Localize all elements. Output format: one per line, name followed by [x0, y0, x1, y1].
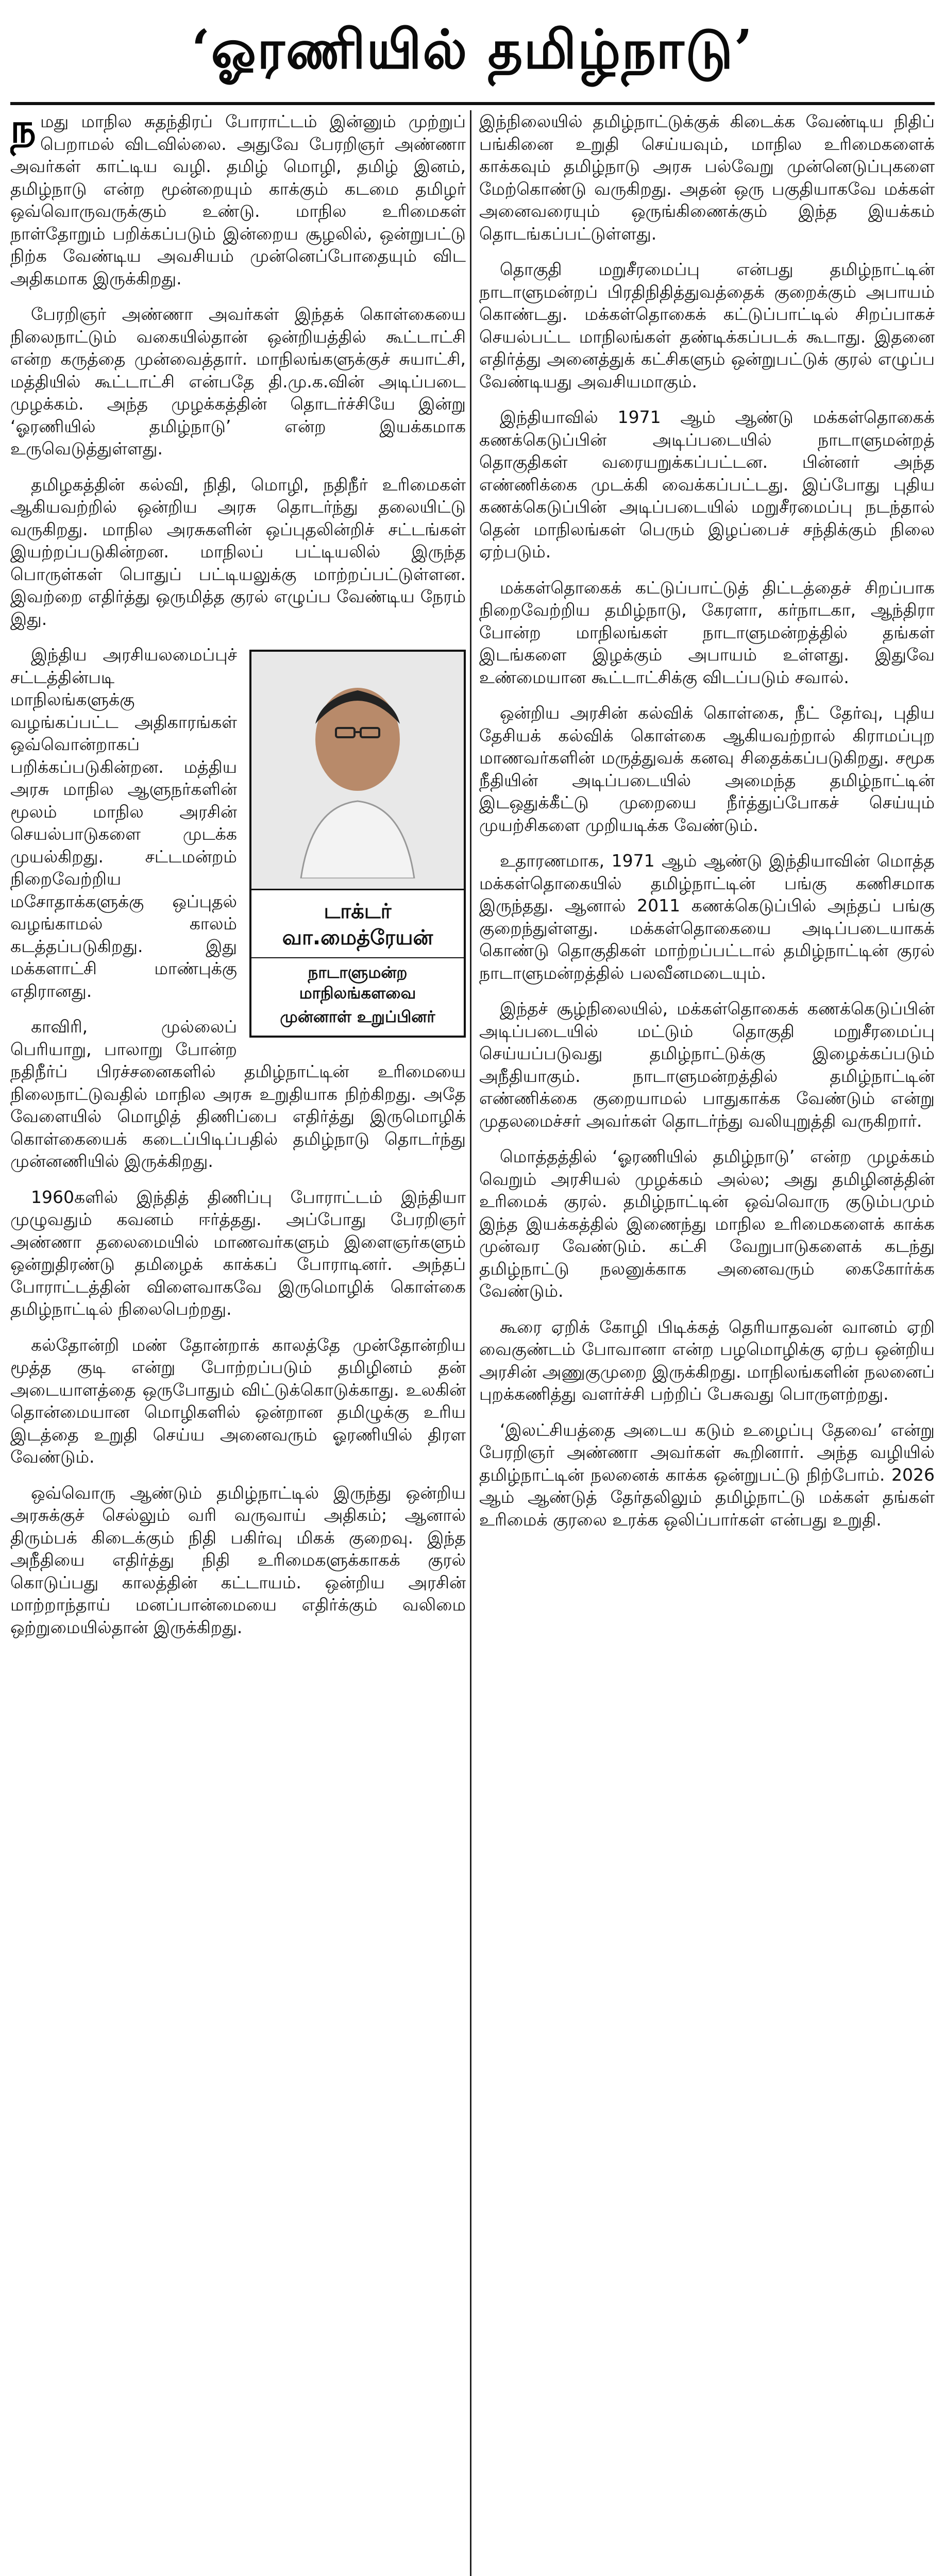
- article-paragraph: காவிரி, முல்லைப் பெரியாறு, பாலாறு போன்ற நதிநீர்ப் பிரச்சனைகளில் தமிழ்நாட்டின் உரிமையை நிலைநாட்டுவதில் மாநில அரசு உறுதியாக நிற்கிறது. அதே வேளையில் மொழித் திணிப்பை எதிர்த்து இருமொழிக் கொள்கையைக் கடைப்பிடிப்பதில் தமிழ்நாடு தொடர்ந்து முன்னணியில் இருக்கிறது.: [10, 1016, 466, 1171]
- article-paragraph: தமிழகத்தின் கல்வி, நிதி, மொழி, நதிநீர் உரிமைகள் ஆகியவற்றில் ஒன்றிய அரசு தொடர்ந்து தலையிட்டு வருகிறது. மாநில அரசுகளின் ஒப்புதலின்றிச் சட்டங்கள் இயற்றப்படுகின்றன. மாநிலப் பட்டியலில் இருந்த பொருள்கள் பொதுப் பட்டியலுக்கு மாற்றப்பட்டுள்ளன. இவற்றை எதிர்த்து ஒருமித்த குரல் எழுப்ப வேண்டிய நேரம் இது.: [10, 474, 466, 629]
- article-paragraph: மக்கள்தொகைக் கட்டுப்பாட்டுத் திட்டத்தைச் சிறப்பாக நிறைவேற்றிய தமிழ்நாடு, கேரளா, கர்நாடகா, ஆந்திரா போன்ற மாநிலங்கள் நாடாளுமன்றத்தில் தங்கள் இடங்களை இழக்கும் அபாயம் உள்ளது. இதுவே உண்மையான கூட்டாட்சிக்கு விடப்படும் சவால்.: [479, 577, 935, 687]
- author-photo: [251, 652, 464, 890]
- article-paragraph: பேரறிஞர் அண்ணா அவர்கள் இந்தக் கொள்கையை நிலைநாட்டும் வகையில்தான் ஒன்றியத்தில் கூட்டாட்சி என்ற கருத்தை முன்வைத்தார். மாநிலங்களுக்குச் சுயாட்சி, மத்தியில் கூட்டாட்சி என்பதே தி.மு.க.வின் அடிப்படை முழக்கம். அந்த முழக்கத்தின் தொடர்ச்சியே இன்று ‘ஓரணியில் தமிழ்நாடு’ என்ற இயக்கமாக உருவெடுத்துள்ளது.: [10, 304, 466, 459]
- article-paragraph: இந்தியாவில் 1971 ஆம் ஆண்டு மக்கள்தொகைக் கணக்கெடுப்பின் அடிப்படையில் நாடாளுமன்றத் தொகுதிகள் வரையறுக்கப்பட்டன. பின்னர் அந்த எண்ணிக்கை முடக்கி வைக்கப்பட்டது. இப்போது புதிய கணக்கெடுப்பின் அடிப்படையில் மறுசீரமைப்பு நடந்தால் தென் மாநிலங்கள் பெரும் இழப்பைச் சந்திக்கும் நிலை ஏற்படும்.: [479, 407, 935, 562]
- dropcap: ந: [10, 110, 37, 152]
- article-paragraph: ஒவ்வொரு ஆண்டும் தமிழ்நாட்டில் இருந்து ஒன்றிய அரசுக்குச் செல்லும் வரி வருவாய் அதிகம்; ஆனால் திரும்பக் கிடைக்கும் நிதி பகிர்வு மிகக் குறைவு. இந்த அநீதியை எதிர்த்து நிதி உரிமைகளுக்காகக் குரல் கொடுப்பது காலத்தின் கட்டாயம். ஒன்றிய அரசின் மாற்றாந்தாய் மனப்பான்மையை எதிர்க்கும் வலிமை ஒற்றுமையில்தான் இருக்கிறது.: [10, 1482, 466, 1637]
- article-column-right: [479, 110, 935, 2576]
- article-column-left: [10, 110, 466, 2576]
- article-paragraph: இந்திய அரசியலமைப்புச் சட்டத்தின்படி மாநிலங்களுக்கு வழங்கப்பட்ட அதிகாரங்கள் ஒவ்வொன்றாகப் பறிக்கப்படுகின்றன. மத்திய அரசு மாநில ஆளுநர்களின் மூலம் மாநில அரசின் செயல்பாடுகளை முடக்க முயல்கிறது. சட்டமன்றம் நிறைவேற்றிய மசோதாக்களுக்கு ஒப்புதல் வழங்காமல் காலம் கடத்தப்படுகிறது. இது மக்களாட்சி மாண்புக்கு எதிரானது.: [10, 645, 237, 1001]
- article-paragraph: கூரை ஏறிக் கோழி பிடிக்கத் தெரியாதவன் வானம் ஏறி வைகுண்டம் போவானா என்ற பழமொழிக்கு ஏற்ப ஒன்றிய அரசின் அணுகுமுறை இருக்கிறது. மாநிலங்களின் நலனைப் புறக்கணித்து வளர்ச்சி பற்றிப் பேசுவது பொருளற்றது.: [479, 1316, 935, 1404]
- article-paragraph: மொத்தத்தில் ‘ஓரணியில் தமிழ்நாடு’ என்ற முழக்கம் வெறும் அரசியல் முழக்கம் அல்ல; அது தமிழினத்தின் உரிமைக் குரல். தமிழ்நாட்டின் ஒவ்வொரு குடும்பமும் இந்த இயக்கத்தில் இணைந்து மாநில உரிமைகளைக் காக்க முன்வர வேண்டும். கட்சி வேறுபாடுகளைக் கடந்து தமிழ்நாட்டு நலனுக்காக அனைவரும் கைகோர்க்க வேண்டும்.: [479, 1146, 935, 1301]
- headline-rule: [10, 102, 935, 105]
- person-photo-icon: [280, 662, 435, 878]
- headline: ‘ஓரணியில் தமிழ்நாடு’: [191, 17, 754, 81]
- article-paragraph: தொகுதி மறுசீரமைப்பு என்பது தமிழ்நாட்டின் நாடாளுமன்றப் பிரதிநிதித்துவத்தைக் குறைக்கும் அபாயம் கொண்டது. மக்கள்தொகைக் கட்டுப்பாட்டில் சிறப்பாகச் செயல்பட்ட மாநிலங்கள் தண்டிக்கப்படக் கூடாது. இதனை எதிர்த்து அனைத்துக் கட்சிகளும் ஒன்றுபட்டுக் குரல் எழுப்ப வேண்டியது அவசியமாகும்.: [479, 259, 935, 392]
- article-paragraph: கல்தோன்றி மண் தோன்றாக் காலத்தே முன்தோன்றிய மூத்த குடி என்று போற்றப்படும் தமிழினம் தன் அடையாளத்தை ஒருபோதும் விட்டுக்கொடுக்காது. உலகின் தொன்மையான மொழிகளில் ஒன்றான தமிழுக்கு உரிய இடத்தை உறுதி செய்ய அனைவரும் ஓரணியில் திரள வேண்டும்.: [10, 1334, 466, 1467]
- article-paragraph: இந்தச் சூழ்நிலையில், மக்கள்தொகைக் கணக்கெடுப்பின் அடிப்படையில் மட்டும் தொகுதி மறுசீரமைப்பு செய்யப்படுவது தமிழ்நாட்டுக்கு இழைக்கப்படும் அநீதியாகும். நாடாளுமன்றத்தில் தமிழ்நாட்டின் எண்ணிக்கை குறையாமல் பாதுகாக்க வேண்டும் என்று முதலமைச்சர் அவர்கள் தொடர்ந்து வலியுறுத்தி வருகிறார்.: [479, 998, 935, 1131]
- paragraph-text: மது மாநில சுதந்திரப் போராட்டம் இன்னும் முற்றுப் பெறாமல் விடவில்லை. அதுவே பேரறிஞர் அண்ணா அவர்கள் காட்டிய வழி. தமிழ் மொழி, தமிழ் இனம், தமிழ்நாடு என்ற மூன்றையும் காக்கும் கடமை தமிழர் ஒவ்வொருவருக்கும் உண்டு. மாநில உரிமைகள் நாள்தோறும் பறிக்கப்படும் இன்றைய சூழலில், ஒன்றுபட்டு நிற்க வேண்டிய அவசியம் முன்னெப்போதையும் விட அதிகமாக இருக்கிறது.: [10, 111, 466, 289]
- author-name: டாக்டர் வா.மைத்ரேயன்: [251, 890, 464, 958]
- author-role: நாடாளுமன்ற மாநிலங்களவை: [299, 963, 416, 1003]
- article-paragraph: உதாரணமாக, 1971 ஆம் ஆண்டு இந்தியாவின் மொத்த மக்கள்தொகையில் தமிழ்நாட்டின் பங்கு கணிசமாக இருந்தது. ஆனால் 2011 கணக்கெடுப்பில் அந்தப் பங்கு குறைந்துள்ளது. மக்கள்தொகையை அடிப்படையாகக் கொண்டு தொகுதிகள் மாற்றப்பட்டால் தமிழ்நாட்டின் குரல் நாடாளுமன்றத்தில் பலவீனமடையும்.: [479, 851, 935, 983]
- article-paragraph: இந்நிலையில் தமிழ்நாட்டுக்குக் கிடைக்க வேண்டிய நிதிப் பங்கினை உறுதி செய்யவும், மாநில உரிமைகளைக் காக்கவும் தமிழ்நாடு அரசு பல்வேறு முன்னெடுப்புகளை மேற்கொண்டு வருகிறது. அதன் ஒரு பகுதியாகவே மக்கள் அனைவரையும் ஒருங்கிணைக்கும் இந்த இயக்கம் தொடங்கப்பட்டுள்ளது.: [479, 111, 935, 244]
- article-paragraph: ஒன்றிய அரசின் கல்விக் கொள்கை, நீட் தேர்வு, புதிய தேசியக் கல்விக் கொள்கை ஆகியவற்றால் கிராமப்புற மாணவர்களின் மருத்துவக் கனவு சிதைக்கப்படுகிறது. சமூக நீதியின் அடிப்படையில் அமைந்த தமிழ்நாட்டின் இடஒதுக்கீட்டு முறையை நீர்த்துப்போகச் செய்யும் முயற்சிகளை முறியடிக்க வேண்டும்.: [479, 703, 935, 835]
- article-paragraph: [10, 110, 466, 290]
- article-paragraph: 1960களில் இந்தித் திணிப்பு போராட்டம் இந்தியா முழுவதும் கவனம் ஈர்த்தது. அப்போது பேரறிஞர் அண்ணா தலைமையில் மாணவர்களும் இளைஞர்களும் ஒன்றுதிரண்டு தமிழைக் காக்கப் போராடினர். அந்தப் போராட்டத்தின் விளைவாகவே இருமொழிக் கொள்கை தமிழ்நாட்டில் நிலைபெற்றது.: [10, 1187, 466, 1319]
- article-paragraph: ‘இலட்சியத்தை அடைய கடும் உழைப்பு தேவை’ என்று பேரறிஞர் அண்ணா அவர்கள் கூறினார். அந்த வழியில் தமிழ்நாட்டின் நலனைக் காக்க ஒன்றுபட்டு நிற்போம். 2026 ஆம் ஆண்டுத் தேர்தலிலும் தமிழ்நாட்டு மக்கள் தங்கள் உரிமைக் குரலை உரக்க ஒலிப்பார்கள் என்பது உறுதி.: [479, 1419, 935, 1530]
- author-role-detail: முன்னாள் உறுப்பினர்: [280, 1008, 435, 1026]
- author-profile-box: [249, 650, 466, 1038]
- column-divider: [470, 110, 471, 2576]
